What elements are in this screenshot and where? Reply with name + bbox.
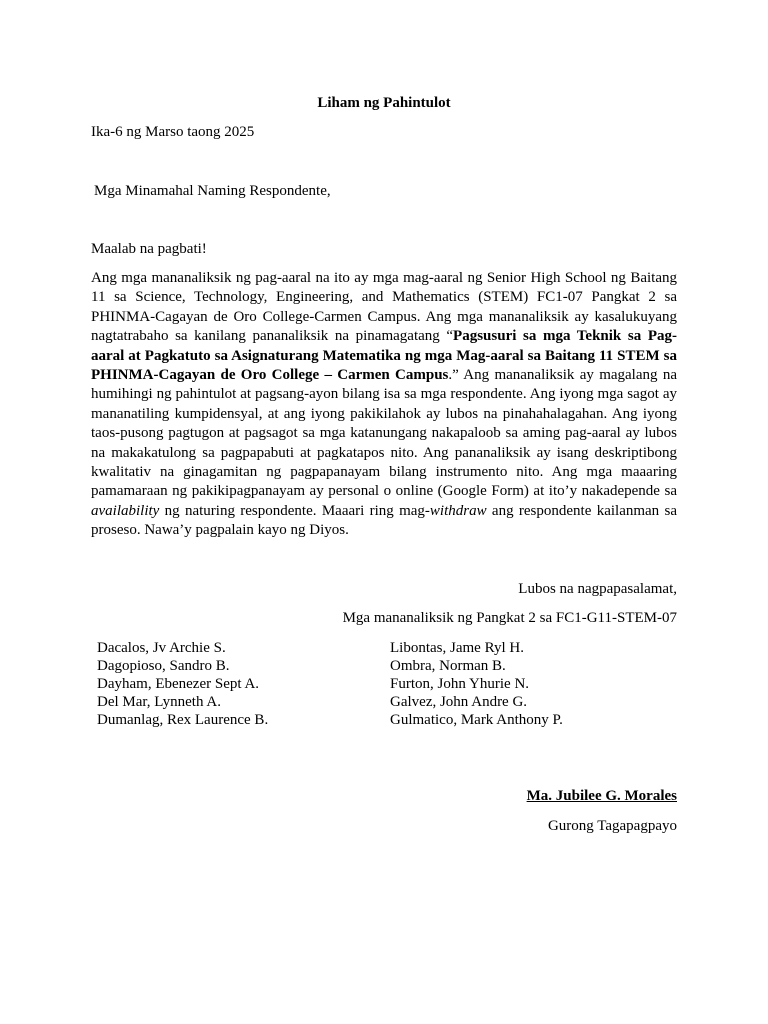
researcher-name: Del Mar, Lynneth A. [97, 694, 221, 710]
researchers-left-column [97, 639, 268, 729]
researcher-name: Dagopioso, Sandro B. [97, 658, 230, 674]
researcher-name: Gulmatico, Mark Anthony P. [390, 712, 563, 728]
letter-body [91, 269, 677, 541]
letter-salutation: Mga Minamahal Naming Respondente, [94, 183, 331, 199]
researcher-name: Dayham, Ebenezer Sept A. [97, 676, 260, 692]
research-group-line: Mga mananaliksik ng Pangkat 2 sa FC1-G11-STEM-07 [342, 610, 677, 626]
body-part-4: ang respondente kailanman sa proseso. Nawa’y pagpalain kayo ng Diyos. [91, 502, 677, 539]
researchers-right-column [390, 639, 563, 729]
researcher-name: Dumanlag, Rex Laurence B. [97, 712, 269, 728]
letter-title: Liham ng Pahintulot [317, 95, 451, 111]
body-part-1: Ang mga mananaliksik ng pag-aaral na ito ay mga mag-aaral ng Senior High School ng Baitang 11 sa Science, Technology, Engineering, and Mathematics (STEM) FC1-07 Pangkat 2 sa PHINMA-Cagayan de Oro College-Carmen Campus. Ang mga mananaliksik ay kasalukuyang nagtatrabaho sa kanilang pananaliksik na pinamagatang “ [91, 270, 677, 345]
researcher-name: Libontas, Jame Ryl H. [390, 640, 524, 656]
research-title: Pagsusuri sa mga Teknik sa Pag-aaral at Pagkatuto sa Asignaturang Matematika ng mga Mag-aaral sa Baitang 11 STEM sa PHINMA-Cagayan de Oro College – Carmen Campus [91, 328, 677, 384]
adviser-role: Gurong Tagapagpayo [547, 818, 677, 834]
researcher-name: Dacalos, Jv Archie S. [97, 640, 226, 656]
body-part-3: ng naturing respondente. Maaari ring mag- [159, 502, 430, 519]
letter-closing: Lubos na nagpapasalamat, [518, 581, 677, 597]
researcher-name: Ombra, Norman B. [390, 658, 506, 674]
letter-date: Ika-6 ng Marso taong 2025 [91, 124, 255, 140]
withdraw-term: withdraw [429, 502, 487, 519]
letter-greeting: Maalab na pagbati! [91, 241, 207, 257]
researcher-name: Furton, John Yhurie N. [390, 676, 530, 692]
adviser-name: Ma. Jubilee G. Morales [526, 788, 677, 804]
body-part-2: .” Ang mananaliksik ay magalang na humihingi ng pahintulot at pagsang-ayon bilang isa sa mga respondente. Ang iyong mga sagot ay mananatiling kumpidensyal, at ang iyong pakikilahok ay lubos na pinahahalagahan. Ang iyong taos-pusong pagtugon at pagsagot sa mga katanungang nakapaloob sa aming pag-aaral ay lubos na makakatulong sa pagpapabuti at pagkatapos nito. Ang pananaliksik ay isang deskriptibong kwalitativ na ginagamitan ng pagpapanayam bilang instrumento nito. Ang mga maaaring pamamaraan ng pakikipagpanayam ay personal o online (Google Form) at ito’y nakadepende sa [91, 367, 677, 500]
researcher-name: Galvez, John Andre G. [390, 694, 528, 710]
availability-term: availability [91, 502, 160, 519]
